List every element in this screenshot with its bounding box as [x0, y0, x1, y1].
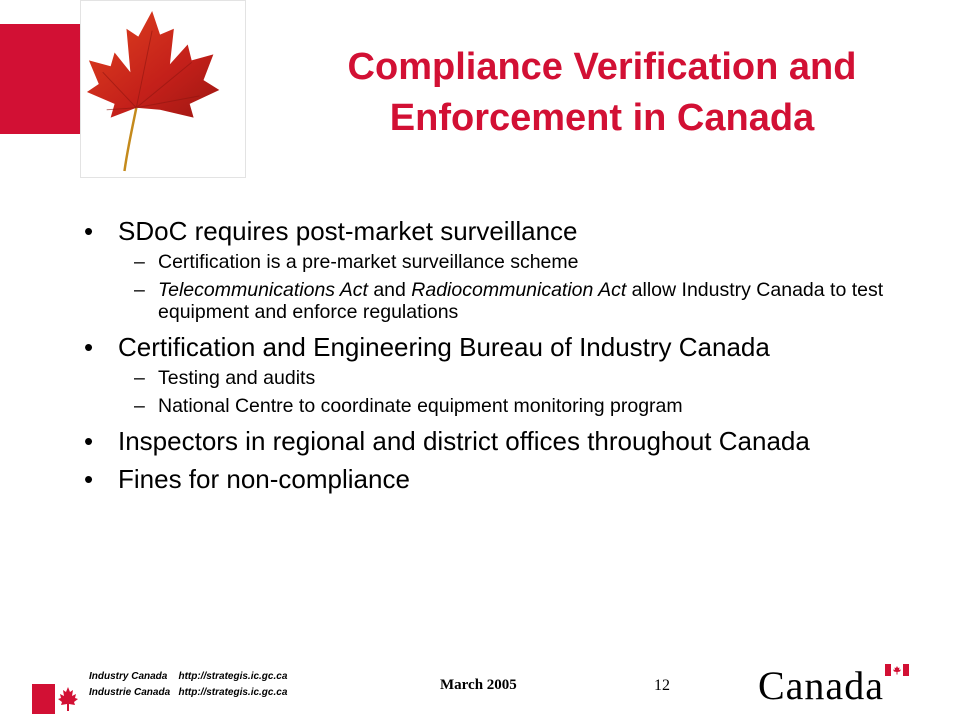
bullet-icon: •: [84, 464, 94, 494]
page-number: 12: [654, 677, 670, 694]
sub-bullet-item: [78, 395, 898, 417]
dash-icon: –: [134, 395, 145, 417]
bullet-item: [78, 217, 898, 245]
sub-bullet-text-rest: allow Industry Canada to test equipment and enforce regulations: [158, 279, 884, 323]
bullet-item: [78, 427, 898, 455]
footer-date: March 2005: [440, 677, 517, 693]
sub-bullet-text: Certification is a pre-market surveillance scheme: [158, 251, 579, 273]
sub-bullet-item: [78, 251, 898, 273]
dash-icon: –: [134, 367, 145, 389]
footer-flag-red-band: [32, 684, 55, 714]
sub-bullet-item: [78, 279, 898, 323]
bullet-item: [78, 465, 898, 493]
footer-department-en: Industry Canada http://strategis.ic.gc.ca: [89, 671, 288, 682]
connector-text: and: [367, 279, 412, 301]
sub-bullet-text: National Centre to coordinate equipment monitoring program: [158, 395, 683, 417]
sub-bullet-text: [158, 279, 883, 323]
canada-wordmark: Canada: [758, 663, 884, 708]
sub-bullet-item: [78, 367, 898, 389]
footer-department-fr: Industrie Canada http://strategis.ic.gc.ca: [89, 687, 288, 698]
act-name-telecom: Telecommunications Act: [158, 279, 368, 301]
maple-leaf-image: [80, 0, 246, 178]
canada-flag-icon: [56, 684, 80, 714]
bullet-text: SDoC requires post-market surveillance: [118, 216, 578, 246]
maple-leaf-icon: [81, 1, 245, 177]
bullet-icon: •: [84, 216, 94, 246]
dash-icon: –: [134, 251, 145, 273]
wordmark-flag-icon: [885, 664, 909, 676]
dash-icon: –: [134, 279, 145, 301]
bullet-text: Fines for non-compliance: [118, 464, 410, 494]
header-red-bar: [0, 24, 82, 134]
sub-bullet-text: Testing and audits: [158, 367, 316, 389]
slide-title: Compliance Verification and Enforcement in Canada: [347, 46, 857, 139]
bullet-text: Certification and Engineering Bureau of Industry Canada: [118, 332, 770, 362]
bullet-icon: •: [84, 426, 94, 456]
slide-content: [78, 210, 898, 493]
act-name-radio: Radiocommunication Act: [411, 279, 627, 301]
bullet-item: [78, 333, 898, 361]
bullet-text: Inspectors in regional and district offices throughout Canada: [118, 426, 810, 456]
bullet-icon: •: [84, 332, 94, 362]
